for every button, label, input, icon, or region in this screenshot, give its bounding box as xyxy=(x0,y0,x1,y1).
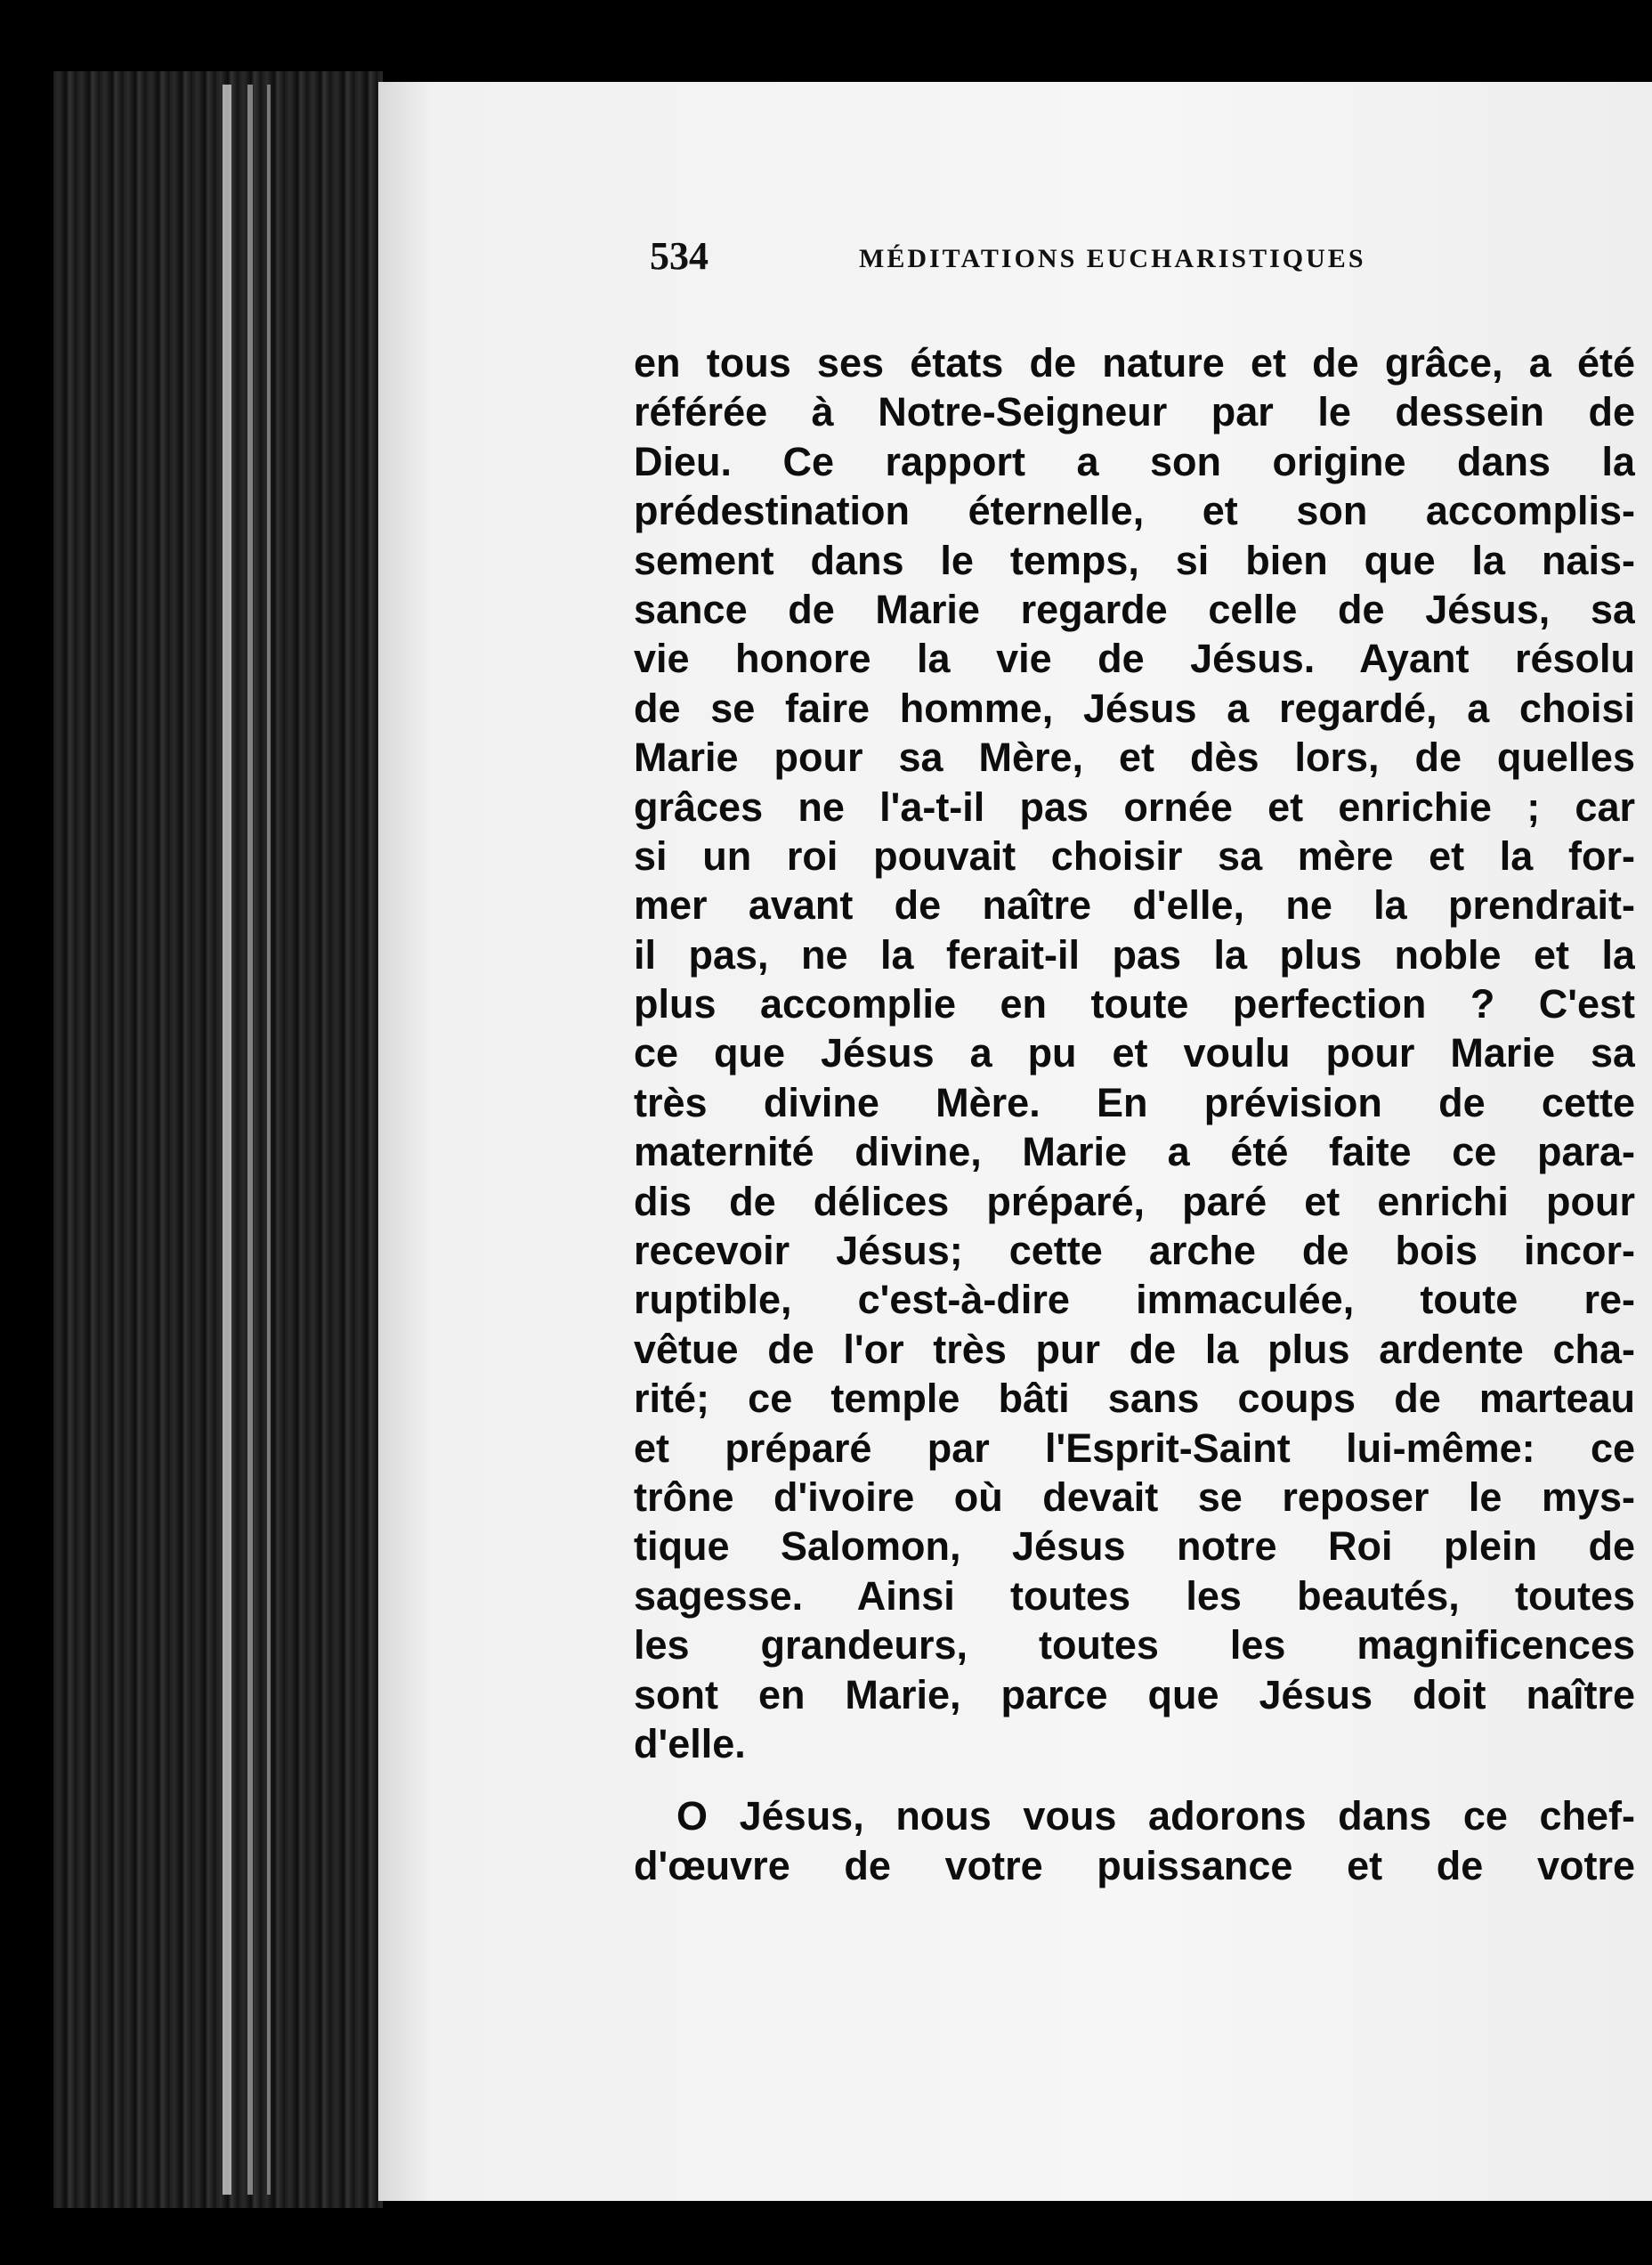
text-line: recevoir Jésus; cette arche de bois incor- xyxy=(634,1228,1635,1274)
paragraph xyxy=(634,1791,1635,1890)
text-line: et préparé par l'Esprit-Saint lui-même: ce xyxy=(634,1425,1635,1471)
page-edge xyxy=(223,85,231,2195)
text-line: référée à Notre-Seigneur par le dessein de xyxy=(634,389,1635,435)
text-line: sagesse. Ainsi toutes les beautés, toutes xyxy=(634,1572,1635,1619)
text-line: rité; ce temple bâti sans coups de marteau xyxy=(634,1376,1635,1422)
paragraph-gap xyxy=(634,1768,1635,1791)
text-line: si un roi pouvait choisir sa mère et la for- xyxy=(634,832,1635,879)
text-line: les grandeurs, toutes les magnificences xyxy=(634,1622,1635,1668)
text-line: en tous ses états de nature et de grâce, a été xyxy=(634,340,1635,386)
text-line: sement dans le temps, si bien que la nais- xyxy=(634,537,1635,583)
text-line: ce que Jésus a pu et voulu pour Marie sa xyxy=(634,1030,1635,1076)
text-line: dis de délices préparé, paré et enrichi pour xyxy=(634,1178,1635,1224)
text-line: d'elle. xyxy=(634,1720,746,1766)
text-line: de se faire homme, Jésus a regardé, a choisi xyxy=(634,685,1635,731)
text-line: très divine Mère. En prévision de cette xyxy=(634,1079,1635,1125)
text-line: ruptible, c'est-à-dire immaculée, toute re- xyxy=(634,1277,1635,1323)
text-line: sance de Marie regarde celle de Jésus, sa xyxy=(634,586,1635,632)
text-line: mer avant de naître d'elle, ne la prendrait- xyxy=(634,882,1635,929)
text-line: sont en Marie, parce que Jésus doit naître xyxy=(634,1671,1635,1717)
text-line: Marie pour sa Mère, et dès lors, de quelles xyxy=(634,735,1635,781)
text-line: prédestination éternelle, et son accomplis- xyxy=(634,488,1635,534)
text-line: vie honore la vie de Jésus. Ayant résolu xyxy=(634,636,1635,682)
text-line: plus accomplie en toute perfection ? C'est xyxy=(634,981,1635,1027)
text-line: d'œuvre de votre puissance et de votre xyxy=(634,1842,1635,1888)
book-title: MÉDITATIONS EUCHARISTIQUES xyxy=(859,244,1366,273)
text-line: il pas, ne la ferait-il pas la plus noble et la xyxy=(634,931,1635,978)
paragraph xyxy=(634,338,1635,1768)
text-line: O Jésus, nous vous adorons dans ce chef- xyxy=(676,1793,1635,1839)
text-line: grâces ne l'a-t-il pas ornée et enrichie ; car xyxy=(634,783,1635,830)
page-number: 534 xyxy=(650,234,709,278)
text-line: maternité divine, Marie a été faite ce para- xyxy=(634,1129,1635,1175)
text-line: Dieu. Ce rapport a son origine dans la xyxy=(634,438,1635,484)
text-line: tique Salomon, Jésus notre Roi plein de xyxy=(634,1523,1635,1570)
body-text xyxy=(634,338,1635,1890)
book-binding xyxy=(53,71,383,2208)
page-edge xyxy=(247,85,253,2195)
page-edge xyxy=(267,85,271,2195)
text-line: trône d'ivoire où devait se reposer le mys- xyxy=(634,1473,1635,1520)
text-line: vêtue de l'or très pur de la plus ardente cha- xyxy=(634,1326,1635,1372)
running-head xyxy=(650,233,1540,287)
